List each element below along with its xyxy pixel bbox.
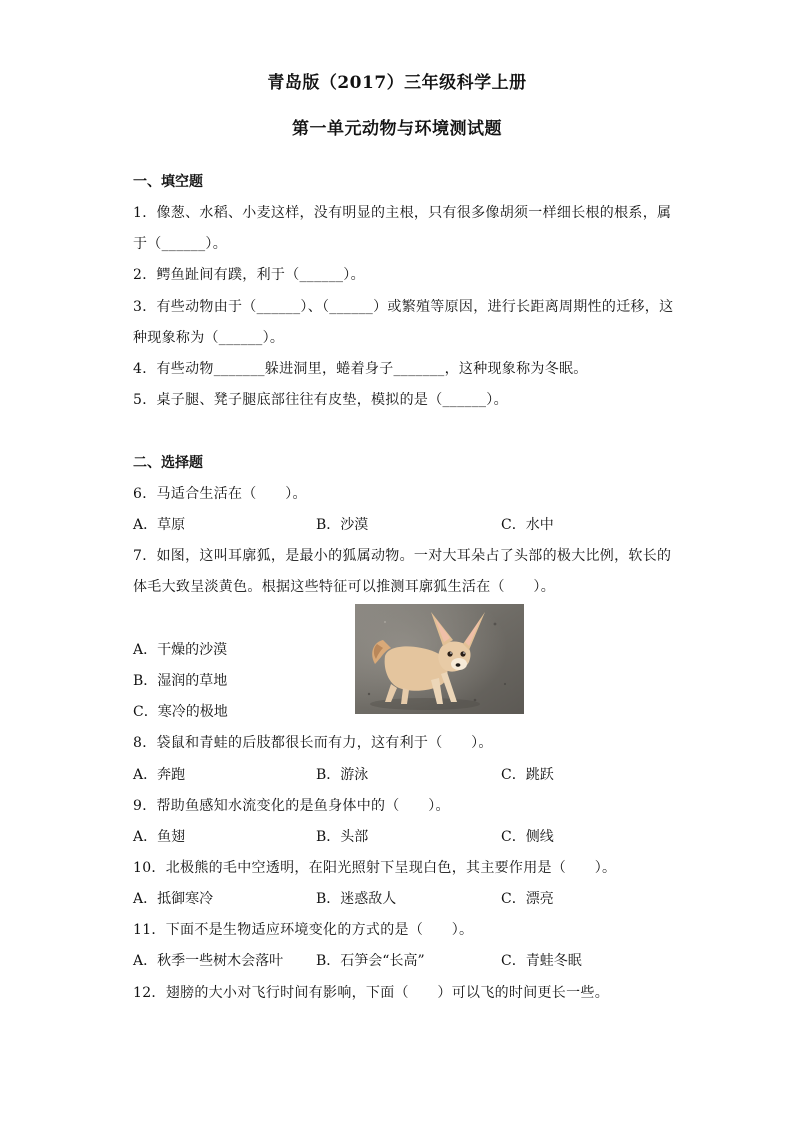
question-3-line-2: 种现象称为（______）。 xyxy=(133,330,285,346)
q6-option-a: A．草原 xyxy=(133,517,186,533)
question-6: 6．马适合生活在（ ）。 xyxy=(133,486,307,502)
question-9: 9．帮助鱼感知水流变化的是鱼身体中的（ ）。 xyxy=(133,798,450,814)
q11-option-b: B．石笋会“长高” xyxy=(316,953,425,969)
q9-option-b: B．头部 xyxy=(316,829,369,845)
q8-option-a: A．奔跑 xyxy=(133,767,186,783)
q10-option-c: C．漂亮 xyxy=(501,891,554,907)
question-1-line-2: 于（______）。 xyxy=(133,236,227,252)
question-5: 5．桌子腿、凳子腿底部往往有皮垫，模拟的是（______）。 xyxy=(133,392,508,408)
section-heading-fill-blank: 一、填空题 xyxy=(133,174,203,190)
q7-option-a: A．干燥的沙漠 xyxy=(133,642,228,658)
q9-option-a: A．鱼翅 xyxy=(133,829,186,845)
q10-option-a: A．抵御寒冷 xyxy=(133,891,214,907)
q6-option-c: C．水中 xyxy=(501,517,554,533)
question-3-line-1: 3．有些动物由于（______）、（______）或繁殖等原因，进行长距离周期性的迁移，这 xyxy=(133,299,674,315)
question-10: 10．北极熊的毛中空透明，在阳光照射下呈现白色，其主要作用是（ ）。 xyxy=(133,860,617,876)
fennec-fox-photo xyxy=(355,604,524,714)
question-7-line-1: 7．如图，这叫耳廓狐，是最小的狐属动物。一对大耳朵占了头部的极大比例，软长的 xyxy=(133,548,672,564)
q10-option-b: B．迷惑敌人 xyxy=(316,891,397,907)
question-12: 12．翅膀的大小对飞行时间有影响，下面（ ）可以飞的时间更长一些。 xyxy=(133,985,610,1001)
section-heading-multiple-choice: 二、选择题 xyxy=(133,455,203,471)
question-1-line-1: 1．像葱、水稻、小麦这样，没有明显的主根，只有很多像胡须一样细长根的根系，属 xyxy=(133,205,672,221)
q11-option-a: A．秋季一些树木会落叶 xyxy=(133,953,284,969)
question-4: 4．有些动物_______躲进洞里，蜷着身子_______，这种现象称为冬眠。 xyxy=(133,361,588,377)
page-title: 青岛版（2017）三年级科学上册 xyxy=(267,73,527,93)
page-subtitle: 第一单元动物与环境测试题 xyxy=(292,119,502,139)
question-11: 11．下面不是生物适应环境变化的方式的是（ ）。 xyxy=(133,922,474,938)
fennec-fox-icon xyxy=(355,604,524,714)
q9-option-c: C．侧线 xyxy=(501,829,554,845)
question-7-line-2: 体毛大致呈淡黄色。根据这些特征可以推测耳廓狐生活在（ ）。 xyxy=(133,579,555,595)
q11-option-c: C．青蛙冬眠 xyxy=(501,953,582,969)
q7-option-c: C．寒冷的极地 xyxy=(133,704,228,720)
q7-option-b: B．湿润的草地 xyxy=(133,673,228,689)
q6-option-b: B．沙漠 xyxy=(316,517,369,533)
question-2: 2．鳄鱼趾间有蹼，利于（______）。 xyxy=(133,267,365,283)
question-8: 8．袋鼠和青蛙的后肢都很长而有力，这有利于（ ）。 xyxy=(133,735,493,751)
q8-option-c: C．跳跃 xyxy=(501,767,554,783)
q8-option-b: B．游泳 xyxy=(316,767,369,783)
